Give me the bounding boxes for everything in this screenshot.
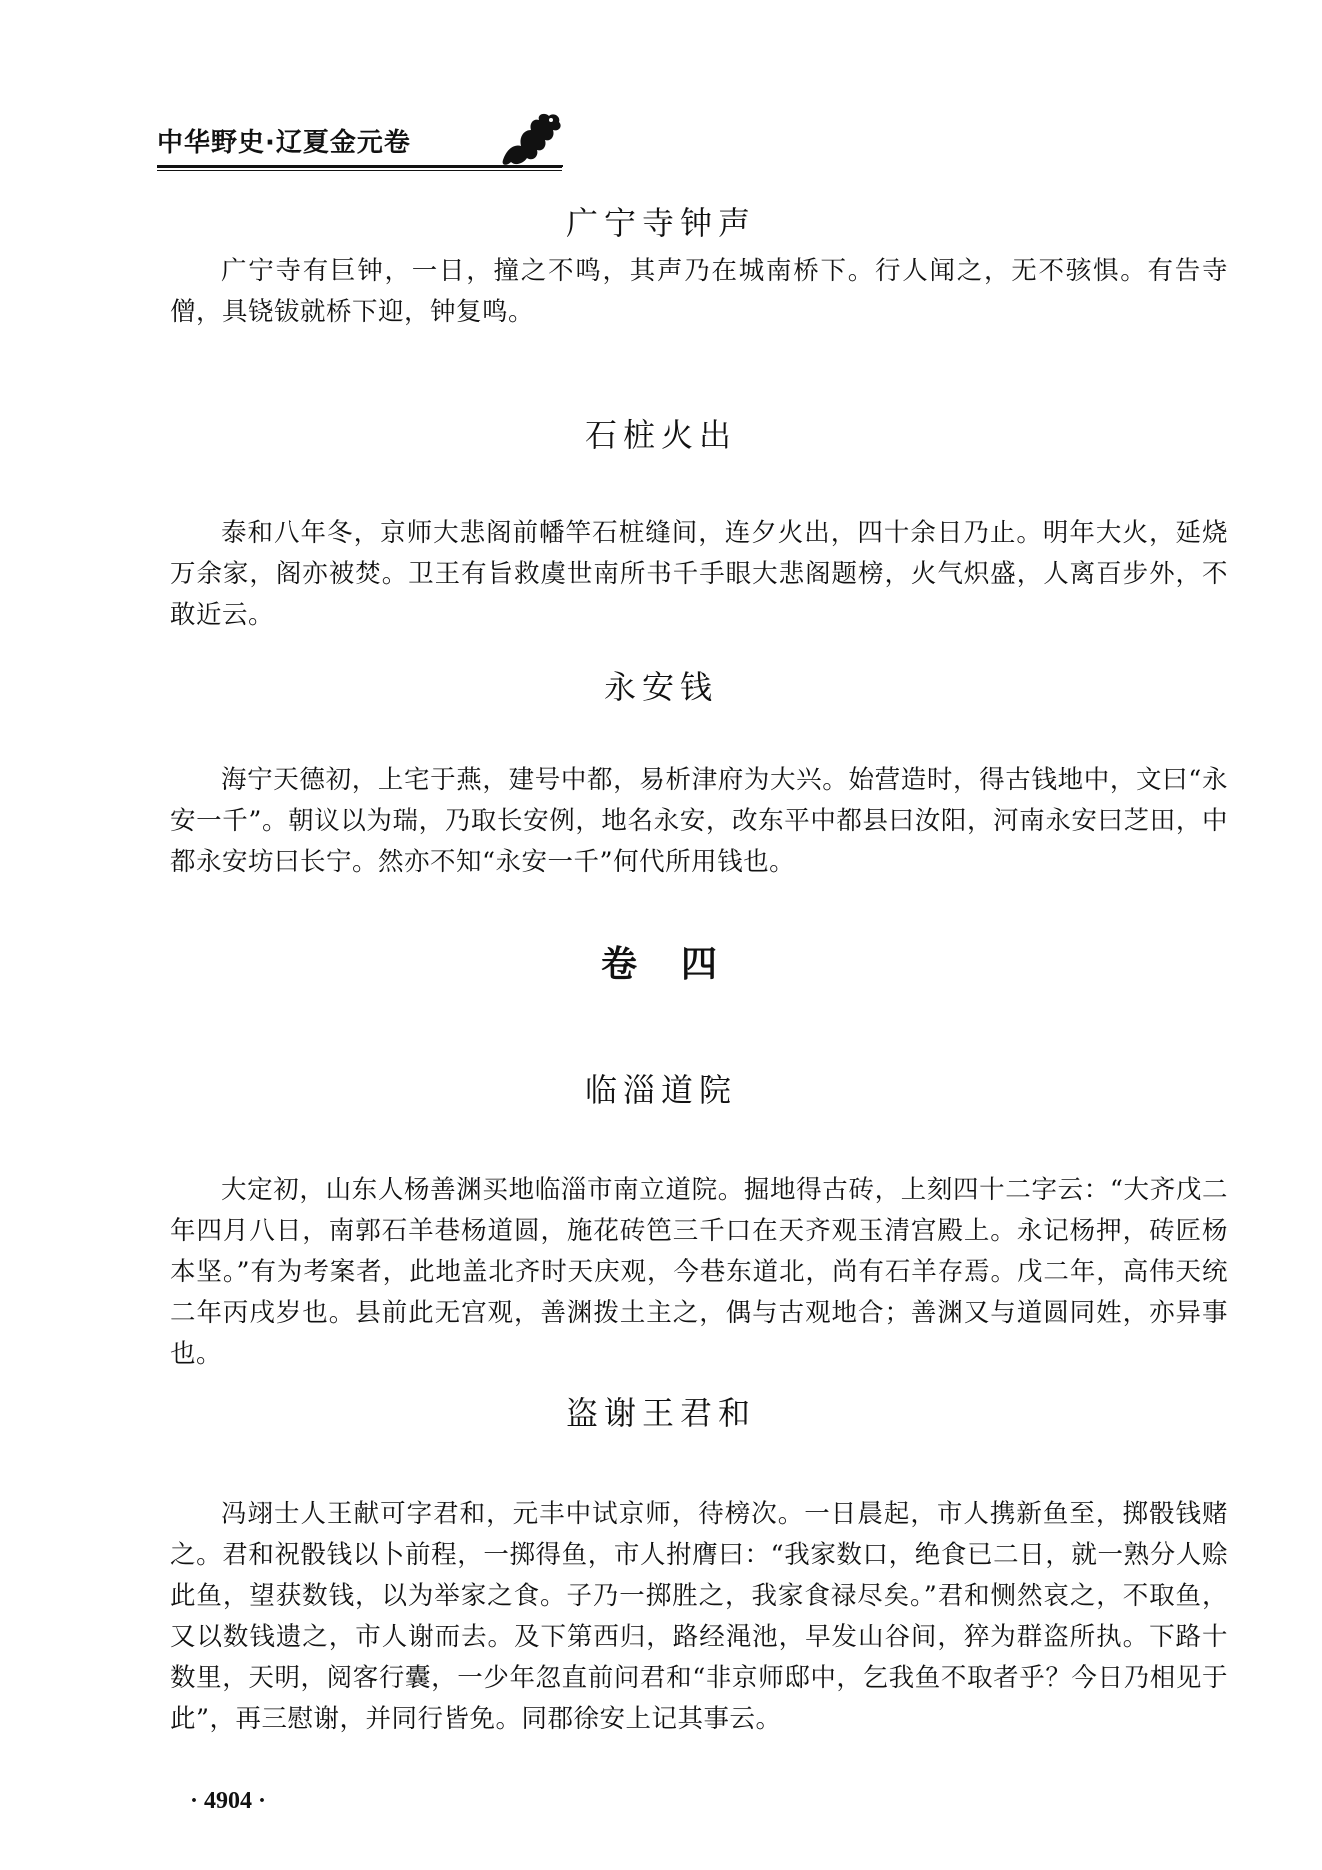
running-header-title: 中华野史·辽夏金元卷 (157, 128, 411, 158)
page-number: · 4904 · (190, 1788, 267, 1814)
volume-title: 卷 四 (600, 944, 721, 985)
section-title: 石桩火出 (584, 416, 737, 454)
section-paragraph: 泰和八年冬，京师大悲阁前幡竿石桩缝间，连夕火出，四十余日乃止。明年大火，延烧万余家，阁亦被焚。卫王有旨救虞世南所书千手眼大悲阁题榜，火气炽盛，人离百步外，不敢近云。 (170, 518, 1228, 630)
section-title: 临淄道院 (584, 1071, 737, 1109)
section-title: 永安钱 (603, 668, 718, 706)
section-paragraph: 冯翊士人王献可字君和，元丰中试京师，待榜次。一日晨起，市人携新鱼至，掷骰钱赌之。君和祝骰钱以卜前程，一掷得鱼，市人拊膺曰：“我家数口，绝食已二日，就一熟分人赊此鱼，望获数钱，以为举家之食。子乃一掷胜之，我家食禄尽矣。”君和恻然哀之，不取鱼，又以数钱遗之，市人谢而去。及下第西归，路经渑池，早发山谷间，猝为群盗所执。下路十数里，天明，阅客行囊，一少年忽直前问君和“非京师邸中，乞我鱼不取者乎？今日乃相见于此”，再三慰谢，并同行皆免。同郡徐安上记其事云。 (170, 1499, 1228, 1734)
section-paragraph: 大定初，山东人杨善渊买地临淄市南立道院。掘地得古砖，上刻四十二字云：“大齐戊二年四月八日，南郭石羊巷杨道圆，施花砖笆三千口在天齐观玉清宫殿上。永记杨押，砖匠杨本坚。”有为考案者，此地盖北齐时天庆观，今巷东道北，尚有石羊存焉。戊二年，高伟天统二年丙戌岁也。县前此无宫观，善渊拨土主之，偶与古观地合；善渊又与道圆同姓，亦异事也。 (170, 1175, 1228, 1369)
section-title: 盗谢王君和 (565, 1394, 756, 1432)
header-rule (157, 165, 562, 171)
section-paragraph: 海宁天德初，上宅于燕，建号中都，易析津府为大兴。始营造时，得古钱地中，文曰“永安一千”。朝议以为瑞，乃取长安例，地名永安，改东平中都县曰汝阳，河南永安曰芝田，中都永安坊曰长宁。然亦不知“永安一千”何代所用钱也。 (170, 765, 1228, 877)
section-title: 广宁寺钟声 (565, 204, 756, 242)
section-paragraph: 广宁寺有巨钟，一日，撞之不鸣，其声乃在城南桥下。行人闻之，无不骇惧。有告寺僧，具铙钹就桥下迎，钟复鸣。 (170, 256, 1228, 327)
dragon-emblem-icon (493, 108, 567, 170)
